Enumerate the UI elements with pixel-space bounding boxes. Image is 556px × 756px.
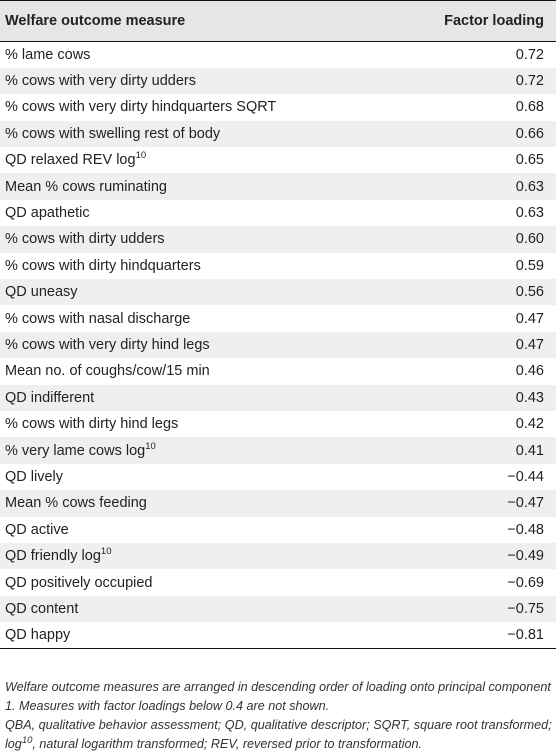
- measure-label: % cows with nasal discharge: [5, 310, 191, 327]
- table-row: [0, 411, 556, 437]
- table-header-row: [0, 1, 556, 42]
- loading-value: −0.44: [507, 468, 544, 485]
- measure-cell: [0, 517, 404, 543]
- table-row: [0, 121, 556, 147]
- measure-label: Mean no. of coughs/cow/15 min: [5, 363, 210, 380]
- measure-cell: [0, 358, 404, 384]
- measure-label: QD apathetic: [5, 205, 90, 222]
- measure-superscript: 10: [100, 546, 112, 558]
- loading-value: 0.68: [515, 99, 544, 116]
- loading-value: −0.81: [404, 622, 556, 648]
- measure-label: % cows with dirty udders: [5, 231, 165, 248]
- table-row: [0, 358, 556, 384]
- measure-cell: [0, 490, 404, 516]
- loading-value: 0.47: [515, 310, 544, 327]
- loading-value: 0.65: [515, 152, 544, 169]
- footnote-abbreviations-part2: , natural logarithm transformed; REV, reversed prior to transformation.: [32, 737, 423, 751]
- loading-value: 0.41: [404, 437, 556, 463]
- measure-cell: [0, 569, 404, 595]
- table-row: [0, 147, 556, 173]
- measure-label: % lame cows: [5, 46, 91, 63]
- footnote-ordering: Welfare outcome measures are arranged in descending order of loading onto principal component 1. Measures with factor loadings below 0.4 are not shown.: [5, 680, 551, 713]
- loading-value: 0.43: [404, 385, 556, 411]
- measure-label: QD content: [5, 600, 79, 617]
- table-row: [0, 543, 556, 569]
- measure-cell: [0, 411, 404, 437]
- measure-label: QD indifferent: [5, 389, 95, 406]
- table-row: [0, 94, 556, 120]
- measure-superscript: 10: [135, 150, 147, 162]
- footnote-abbreviations-superscript: 10: [21, 734, 33, 746]
- measure-cell: [0, 173, 404, 199]
- table-row: [0, 226, 556, 252]
- loading-value: 0.60: [404, 226, 556, 252]
- measure-cell: [0, 543, 404, 569]
- measure-label: % very lame cows log: [5, 442, 146, 459]
- column-header-loading: Factor loading: [404, 1, 556, 42]
- measure-label: % cows with very dirty hind legs: [5, 336, 210, 353]
- measure-label: QD active: [5, 521, 69, 538]
- measure-label: % cows with very dirty udders: [5, 73, 196, 90]
- table-row: [0, 569, 556, 595]
- table-row: [0, 332, 556, 358]
- measure-cell: [0, 279, 404, 305]
- loading-value: −0.49: [404, 543, 556, 569]
- table-row: [0, 68, 556, 94]
- loading-value: −0.48: [507, 521, 544, 538]
- loading-value: −0.75: [404, 596, 556, 622]
- measure-label: % cows with swelling rest of body: [5, 125, 221, 142]
- table-row: [0, 200, 556, 226]
- measure-label: QD positively occupied: [5, 574, 153, 591]
- table-row: [0, 464, 556, 490]
- table-row: [0, 622, 556, 648]
- measure-cell: [0, 94, 404, 120]
- measure-label: QD uneasy: [5, 284, 78, 301]
- measure-label: Mean % cows feeding: [5, 495, 147, 512]
- measure-label: QD relaxed REV log: [5, 152, 136, 169]
- measure-label: % cows with dirty hind legs: [5, 416, 179, 433]
- measure-cell: [0, 305, 404, 331]
- measure-cell: [0, 42, 404, 68]
- loading-value: −0.69: [507, 574, 544, 591]
- measure-label: QD lively: [5, 468, 64, 485]
- table-row: [0, 596, 556, 622]
- loading-value: 0.47: [404, 332, 556, 358]
- loading-value: 0.42: [515, 416, 544, 433]
- loading-value: 0.46: [515, 363, 544, 380]
- measure-cell: [0, 622, 404, 648]
- table-body: [0, 42, 556, 649]
- loading-value: 0.56: [404, 279, 556, 305]
- table-row: [0, 42, 556, 68]
- measure-cell: [0, 385, 404, 411]
- loading-value: 0.63: [404, 173, 556, 199]
- table-row: [0, 517, 556, 543]
- footnote-abbreviations: [5, 716, 553, 754]
- measure-label: % cows with very dirty hindquarters SQRT: [5, 99, 277, 116]
- measure-label: QD friendly log: [5, 548, 101, 565]
- loading-value: 0.72: [404, 68, 556, 94]
- measure-cell: [0, 147, 404, 173]
- loading-value: 0.66: [404, 121, 556, 147]
- table-row: [0, 437, 556, 463]
- loading-value: 0.63: [515, 205, 544, 222]
- table-row: [0, 173, 556, 199]
- loading-value: 0.59: [515, 257, 544, 274]
- table-row: [0, 305, 556, 331]
- measure-cell: [0, 68, 404, 94]
- table-footnotes: [5, 678, 553, 754]
- loading-value: −0.47: [404, 490, 556, 516]
- measure-cell: [0, 332, 404, 358]
- column-header-measure: Welfare outcome measure: [0, 1, 404, 42]
- measure-cell: [0, 200, 404, 226]
- footnote-abbreviations-part1: QBA, qualitative behavior assessment; QD, qualitative descriptor; SQRT, square root transformed; log: [5, 718, 552, 751]
- measure-cell: [0, 596, 404, 622]
- measure-label: % cows with dirty hindquarters: [5, 257, 201, 274]
- measure-cell: [0, 121, 404, 147]
- measure-superscript: 10: [145, 440, 156, 452]
- table-row: [0, 253, 556, 279]
- measure-cell: [0, 253, 404, 279]
- table-row: [0, 279, 556, 305]
- measure-cell: [0, 226, 404, 252]
- table-row: [0, 490, 556, 516]
- measure-cell: [0, 464, 404, 490]
- loading-value: 0.72: [515, 46, 544, 63]
- measure-cell: [0, 437, 404, 463]
- measure-label: QD happy: [5, 627, 71, 644]
- measure-label: Mean % cows ruminating: [5, 178, 167, 195]
- table-header: [0, 1, 556, 42]
- table-row: [0, 385, 556, 411]
